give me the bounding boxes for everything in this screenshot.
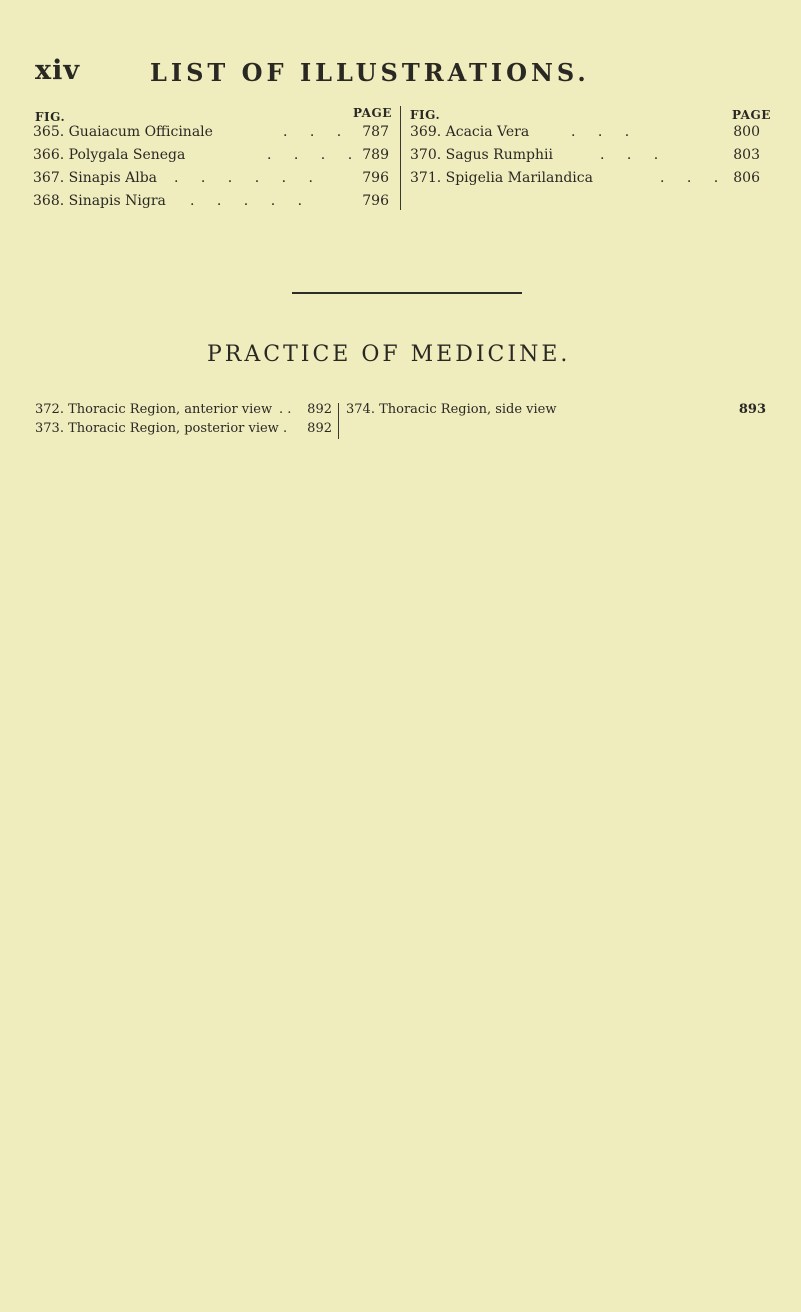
list-item [410, 124, 529, 140]
page-ref: 796 [362, 170, 389, 186]
right-fig-label: FIG. [410, 108, 441, 122]
page-ref: 800 [733, 124, 760, 140]
list-item [33, 170, 157, 186]
section-title: PRACTICE OF MEDICINE. [207, 342, 571, 367]
fig-title: Polygala Senega [68, 147, 186, 163]
leader-dots: . . . [283, 124, 351, 140]
fig-number: 367. [33, 170, 65, 186]
fig-title: Guaiacum Officinale [68, 124, 213, 140]
list-item [33, 124, 213, 140]
leader-dots: . . . [571, 124, 639, 140]
list-item [410, 170, 593, 186]
fig-title: Sagus Rumphii [445, 147, 553, 163]
fig-number: 365. [33, 124, 65, 140]
right-page-label: PAGE [732, 108, 771, 122]
fig-title: Sinapis Nigra [68, 193, 166, 209]
leader-dots: . . . [600, 147, 668, 163]
leader-dots: . [283, 421, 288, 436]
page-ref: 892 [307, 402, 332, 417]
running-title: LIST OF ILLUSTRATIONS. [150, 58, 590, 87]
leader-dots: . . . . . . [174, 170, 322, 186]
page-ref: 893 [738, 402, 766, 417]
fig-title: Thoracic Region, side view [379, 402, 557, 417]
fig-number: 373. [35, 421, 64, 436]
page-ref: 806 [733, 170, 760, 186]
list-item [33, 147, 185, 163]
leader-dots: . . . [660, 170, 728, 186]
list-item [35, 421, 279, 436]
fig-number: 370. [410, 147, 442, 163]
fig-title: Spigelia Marilandica [445, 170, 593, 186]
leader-dots: . . . . . [190, 193, 312, 209]
fig-title: Sinapis Alba [68, 170, 158, 186]
list-item [33, 193, 166, 209]
fig-number: 369. [410, 124, 442, 140]
left-page-label: PAGE [353, 106, 392, 120]
page-ref: 796 [362, 193, 389, 209]
list-item [410, 147, 553, 163]
fig-number: 374. [346, 402, 375, 417]
list-item [35, 402, 272, 417]
page-ref: 789 [362, 147, 389, 163]
list-item [346, 402, 557, 417]
page-ref: 787 [362, 124, 389, 140]
fig-title: Thoracic Region, anterior view [68, 402, 273, 417]
page-ref: 892 [307, 421, 332, 436]
column-divider [400, 106, 401, 210]
leader-dots: . . [279, 402, 292, 417]
fig-number: 368. [33, 193, 65, 209]
left-fig-label: FIG. [35, 110, 66, 124]
column-divider [338, 403, 339, 439]
fig-title: Thoracic Region, posterior view [68, 421, 279, 436]
section-rule [292, 292, 522, 294]
fig-title: Acacia Vera [445, 124, 530, 140]
page-ref: 803 [733, 147, 760, 163]
fig-number: 366. [33, 147, 65, 163]
leader-dots: . . . . [267, 147, 362, 163]
fig-number: 371. [410, 170, 442, 186]
fig-number: 372. [35, 402, 64, 417]
page-number: xiv [35, 55, 81, 86]
